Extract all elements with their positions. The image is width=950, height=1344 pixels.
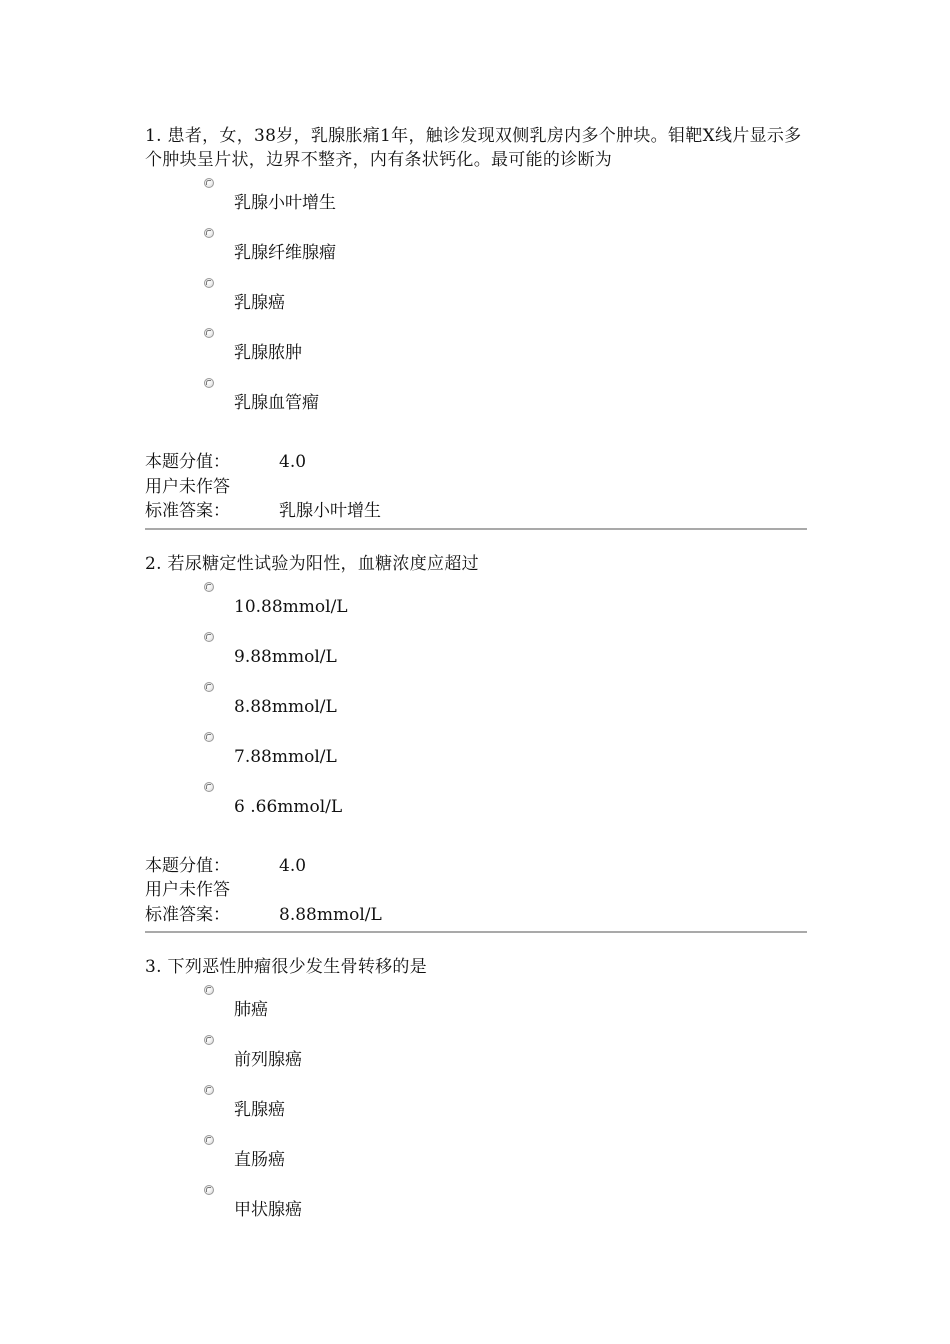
- score-row: [145, 854, 807, 879]
- option-b[interactable]: [145, 228, 807, 278]
- answer-value: 乳腺小叶增生: [279, 501, 381, 521]
- option-e[interactable]: [145, 1185, 807, 1235]
- option-label: 直肠癌: [234, 1150, 285, 1170]
- radio-button[interactable]: [204, 378, 214, 388]
- score-value: 4.0: [279, 452, 307, 472]
- option-label: 肺癌: [234, 1000, 268, 1020]
- option-b[interactable]: [145, 1035, 807, 1085]
- radio-button[interactable]: [204, 632, 214, 642]
- option-label: 甲状腺癌: [234, 1200, 302, 1220]
- option-label: 乳腺脓肿: [234, 343, 302, 363]
- question-meta: [145, 854, 807, 928]
- status-row: [145, 475, 807, 500]
- option-d[interactable]: [145, 1135, 807, 1185]
- answer-status: 用户未作答: [145, 476, 230, 497]
- radio-button[interactable]: [204, 278, 214, 288]
- option-label: 8.88mmol/L: [234, 696, 337, 717]
- radio-button[interactable]: [204, 732, 214, 742]
- option-label: 前列腺癌: [234, 1050, 302, 1070]
- question-1: [145, 124, 807, 530]
- option-label: 乳腺癌: [234, 293, 285, 313]
- radio-button[interactable]: [204, 582, 214, 592]
- option-label: 9.88mmol/L: [234, 646, 337, 667]
- option-e[interactable]: [145, 782, 807, 832]
- radio-button[interactable]: [204, 228, 214, 238]
- option-label: 10.88mmol/L: [234, 596, 348, 617]
- radio-button[interactable]: [204, 1085, 214, 1095]
- option-a[interactable]: [145, 985, 807, 1035]
- option-a[interactable]: [145, 582, 807, 632]
- option-list: [145, 985, 807, 1235]
- option-label: 7.88mmol/L: [234, 746, 337, 767]
- option-label: 乳腺纤维腺瘤: [234, 243, 336, 263]
- score-label: 本题分值：: [145, 855, 230, 876]
- option-list: [145, 178, 807, 428]
- answer-row: [145, 903, 807, 928]
- question-title: 1. 患者，女，38岁，乳腺胀痛1年，触诊发现双侧乳房内多个肿块。钼靶X线片显示多个肿块呈片状，边界不整齐，内有条状钙化。最可能的诊断为: [145, 126, 802, 170]
- answer-status: 用户未作答: [145, 880, 230, 900]
- question-meta: [145, 450, 807, 524]
- radio-button[interactable]: [204, 985, 214, 995]
- option-label: 乳腺血管瘤: [234, 393, 319, 413]
- radio-button[interactable]: [204, 682, 214, 692]
- option-label: 乳腺小叶增生: [234, 193, 336, 213]
- radio-button[interactable]: [204, 1135, 214, 1145]
- answer-row: [145, 499, 807, 524]
- option-c[interactable]: [145, 1085, 807, 1135]
- radio-button[interactable]: [204, 782, 214, 792]
- option-d[interactable]: [145, 328, 807, 378]
- option-b[interactable]: [145, 632, 807, 682]
- score-label: 本题分值：: [145, 452, 230, 472]
- quiz-content: [145, 124, 807, 1235]
- radio-button[interactable]: [204, 1185, 214, 1195]
- score-value: 4.0: [279, 855, 307, 876]
- score-row: [145, 450, 807, 475]
- option-list: [145, 582, 807, 832]
- answer-value: 8.88mmol/L: [279, 904, 382, 925]
- option-label: 乳腺癌: [234, 1100, 285, 1120]
- question-3: [145, 955, 807, 1235]
- question-2: [145, 552, 807, 934]
- option-a[interactable]: [145, 178, 807, 228]
- answer-label: 标准答案：: [145, 904, 230, 925]
- question-divider: [145, 931, 807, 933]
- option-d[interactable]: [145, 732, 807, 782]
- radio-button[interactable]: [204, 178, 214, 188]
- question-title: 3. 下列恶性肿瘤很少发生骨转移的是: [145, 957, 428, 977]
- question-divider: [145, 528, 807, 530]
- answer-label: 标准答案：: [145, 501, 230, 521]
- question-title: 2. 若尿糖定性试验为阳性，血糖浓度应超过: [145, 553, 479, 574]
- option-c[interactable]: [145, 278, 807, 328]
- option-e[interactable]: [145, 378, 807, 428]
- radio-button[interactable]: [204, 328, 214, 338]
- radio-button[interactable]: [204, 1035, 214, 1045]
- status-row: [145, 878, 807, 903]
- option-c[interactable]: [145, 682, 807, 732]
- option-label: 6 .66mmol/L: [234, 796, 343, 817]
